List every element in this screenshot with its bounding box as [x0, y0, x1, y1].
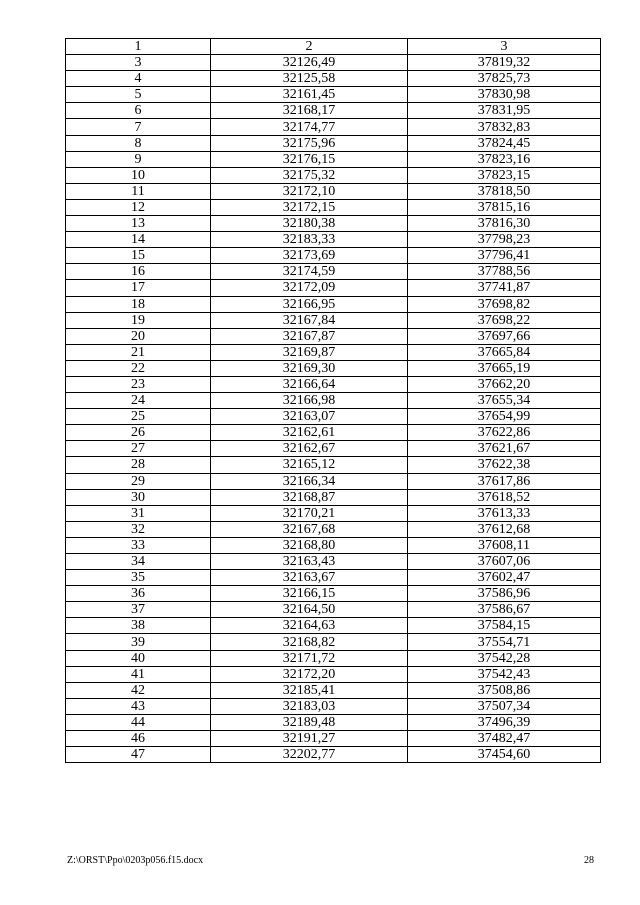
- point-number-cell: 25: [66, 409, 211, 425]
- y-coordinate-cell: 37607,06: [408, 554, 601, 570]
- x-coordinate-cell: 32171,72: [211, 650, 408, 666]
- point-number-cell: 20: [66, 328, 211, 344]
- x-coordinate-cell: 32165,12: [211, 457, 408, 473]
- y-coordinate-cell: 37542,43: [408, 666, 601, 682]
- y-coordinate-cell: 37608,11: [408, 537, 601, 553]
- x-coordinate-cell: 32191,27: [211, 731, 408, 747]
- x-coordinate-cell: 32172,20: [211, 666, 408, 682]
- y-coordinate-cell: 37622,38: [408, 457, 601, 473]
- point-number-cell: 11: [66, 183, 211, 199]
- point-number-cell: 24: [66, 393, 211, 409]
- y-coordinate-cell: 37825,73: [408, 71, 601, 87]
- table-row: [66, 441, 601, 457]
- y-coordinate-cell: 37823,15: [408, 167, 601, 183]
- table-row: [66, 312, 601, 328]
- footer-page-number: 28: [584, 855, 594, 866]
- table-row: [66, 376, 601, 392]
- x-coordinate-cell: 32185,41: [211, 682, 408, 698]
- point-number-cell: 5: [66, 87, 211, 103]
- table-row: [66, 425, 601, 441]
- point-number-cell: 39: [66, 634, 211, 650]
- y-coordinate-cell: 37602,47: [408, 570, 601, 586]
- table-row: [66, 360, 601, 376]
- point-number-cell: 30: [66, 489, 211, 505]
- x-coordinate-cell: 32174,59: [211, 264, 408, 280]
- point-number-cell: 46: [66, 731, 211, 747]
- table-row: [66, 409, 601, 425]
- point-number-cell: 6: [66, 103, 211, 119]
- x-coordinate-cell: 32126,49: [211, 55, 408, 71]
- table-row: [66, 199, 601, 215]
- x-coordinate-cell: 32168,80: [211, 537, 408, 553]
- table-row: [66, 167, 601, 183]
- x-coordinate-cell: 32166,15: [211, 586, 408, 602]
- x-coordinate-cell: 32172,15: [211, 199, 408, 215]
- y-coordinate-cell: 37819,32: [408, 55, 601, 71]
- y-coordinate-cell: 37798,23: [408, 232, 601, 248]
- y-coordinate-cell: 37584,15: [408, 618, 601, 634]
- point-number-cell: 32: [66, 521, 211, 537]
- x-coordinate-cell: 32168,87: [211, 489, 408, 505]
- y-coordinate-cell: 37831,95: [408, 103, 601, 119]
- y-coordinate-cell: 37818,50: [408, 183, 601, 199]
- y-coordinate-cell: 37554,71: [408, 634, 601, 650]
- point-number-cell: 31: [66, 505, 211, 521]
- point-number-cell: 41: [66, 666, 211, 682]
- point-number-cell: 23: [66, 376, 211, 392]
- table-row: [66, 747, 601, 763]
- point-number-cell: 38: [66, 618, 211, 634]
- table-row: [66, 393, 601, 409]
- x-coordinate-cell: 32175,96: [211, 135, 408, 151]
- y-coordinate-cell: 37698,82: [408, 296, 601, 312]
- y-coordinate-cell: 37507,34: [408, 698, 601, 714]
- x-coordinate-cell: 32163,67: [211, 570, 408, 586]
- y-coordinate-cell: 37824,45: [408, 135, 601, 151]
- y-coordinate-cell: 37665,19: [408, 360, 601, 376]
- table-row: [66, 232, 601, 248]
- y-coordinate-cell: 37665,84: [408, 344, 601, 360]
- x-coordinate-cell: 32183,33: [211, 232, 408, 248]
- point-number-cell: 15: [66, 248, 211, 264]
- point-number-cell: 28: [66, 457, 211, 473]
- point-number-cell: 17: [66, 280, 211, 296]
- x-coordinate-cell: 32167,84: [211, 312, 408, 328]
- point-number-cell: 37: [66, 602, 211, 618]
- point-number-cell: 42: [66, 682, 211, 698]
- table-row: [66, 682, 601, 698]
- y-coordinate-cell: 37542,28: [408, 650, 601, 666]
- y-coordinate-cell: 37788,56: [408, 264, 601, 280]
- point-number-cell: 22: [66, 360, 211, 376]
- table-row: [66, 135, 601, 151]
- point-number-cell: 16: [66, 264, 211, 280]
- x-coordinate-cell: 32163,07: [211, 409, 408, 425]
- y-coordinate-cell: 37586,96: [408, 586, 601, 602]
- x-coordinate-cell: 32162,61: [211, 425, 408, 441]
- x-coordinate-cell: 32176,15: [211, 151, 408, 167]
- table-row: [66, 296, 601, 312]
- point-number-cell: 29: [66, 473, 211, 489]
- y-coordinate-cell: 37621,67: [408, 441, 601, 457]
- x-coordinate-cell: 32174,77: [211, 119, 408, 135]
- point-number-cell: 13: [66, 216, 211, 232]
- point-number-cell: 40: [66, 650, 211, 666]
- table-row: [66, 570, 601, 586]
- point-number-cell: 35: [66, 570, 211, 586]
- x-coordinate-cell: 32166,64: [211, 376, 408, 392]
- point-number-cell: 27: [66, 441, 211, 457]
- x-coordinate-cell: 32169,87: [211, 344, 408, 360]
- x-coordinate-cell: 32170,21: [211, 505, 408, 521]
- table-row: [66, 602, 601, 618]
- point-number-cell: 43: [66, 698, 211, 714]
- x-coordinate-cell: 32166,34: [211, 473, 408, 489]
- y-coordinate-cell: 37823,16: [408, 151, 601, 167]
- y-coordinate-cell: 37622,86: [408, 425, 601, 441]
- x-coordinate-cell: 32162,67: [211, 441, 408, 457]
- x-coordinate-cell: 32161,45: [211, 87, 408, 103]
- point-number-cell: 47: [66, 747, 211, 763]
- x-coordinate-cell: 32172,09: [211, 280, 408, 296]
- table-row: [66, 119, 601, 135]
- x-coordinate-cell: 32169,30: [211, 360, 408, 376]
- y-coordinate-cell: 37741,87: [408, 280, 601, 296]
- y-coordinate-cell: 37662,20: [408, 376, 601, 392]
- y-coordinate-cell: 37586,67: [408, 602, 601, 618]
- point-number-cell: 44: [66, 714, 211, 730]
- table-row: [66, 473, 601, 489]
- table-row: [66, 457, 601, 473]
- table-row: [66, 280, 601, 296]
- table-row: [66, 71, 601, 87]
- x-coordinate-cell: 32189,48: [211, 714, 408, 730]
- y-coordinate-cell: 37816,30: [408, 216, 601, 232]
- table-row: [66, 698, 601, 714]
- table-row: [66, 248, 601, 264]
- y-coordinate-cell: 37832,83: [408, 119, 601, 135]
- y-coordinate-cell: 37655,34: [408, 393, 601, 409]
- point-number-cell: 26: [66, 425, 211, 441]
- y-coordinate-cell: 37617,86: [408, 473, 601, 489]
- point-number-cell: 14: [66, 232, 211, 248]
- point-number-cell: 9: [66, 151, 211, 167]
- table-row: [66, 537, 601, 553]
- x-coordinate-cell: 32172,10: [211, 183, 408, 199]
- y-coordinate-cell: 37618,52: [408, 489, 601, 505]
- y-coordinate-cell: 37796,41: [408, 248, 601, 264]
- y-coordinate-cell: 37815,16: [408, 199, 601, 215]
- y-coordinate-cell: 37654,99: [408, 409, 601, 425]
- table-row: [66, 328, 601, 344]
- point-number-cell: 8: [66, 135, 211, 151]
- x-coordinate-cell: 32166,95: [211, 296, 408, 312]
- table-row: [66, 264, 601, 280]
- coordinates-table: [65, 38, 601, 763]
- point-number-cell: 4: [66, 71, 211, 87]
- x-coordinate-cell: 32183,03: [211, 698, 408, 714]
- point-number-cell: 21: [66, 344, 211, 360]
- table-row: [66, 87, 601, 103]
- table-row: [66, 344, 601, 360]
- header-cell-2: 2: [211, 39, 408, 55]
- table-row: [66, 554, 601, 570]
- table-row: [66, 216, 601, 232]
- point-number-cell: 19: [66, 312, 211, 328]
- x-coordinate-cell: 32164,50: [211, 602, 408, 618]
- y-coordinate-cell: 37496,39: [408, 714, 601, 730]
- y-coordinate-cell: 37482,47: [408, 731, 601, 747]
- footer-file-path: Z:\ORST\Ppo\0203p056.f15.docx: [67, 855, 204, 866]
- y-coordinate-cell: 37508,86: [408, 682, 601, 698]
- table-row: [66, 731, 601, 747]
- table-row: [66, 521, 601, 537]
- point-number-cell: 12: [66, 199, 211, 215]
- table-row: [66, 505, 601, 521]
- table-row: [66, 586, 601, 602]
- table-row: [66, 714, 601, 730]
- x-coordinate-cell: 32163,43: [211, 554, 408, 570]
- table-header-row: [66, 39, 601, 55]
- x-coordinate-cell: 32167,68: [211, 521, 408, 537]
- table-row: [66, 666, 601, 682]
- x-coordinate-cell: 32180,38: [211, 216, 408, 232]
- table-body: [66, 39, 601, 763]
- point-number-cell: 34: [66, 554, 211, 570]
- table-row: [66, 55, 601, 71]
- point-number-cell: 33: [66, 537, 211, 553]
- x-coordinate-cell: 32168,82: [211, 634, 408, 650]
- table-row: [66, 151, 601, 167]
- x-coordinate-cell: 32166,98: [211, 393, 408, 409]
- x-coordinate-cell: 32125,58: [211, 71, 408, 87]
- table-row: [66, 618, 601, 634]
- header-cell-1: 1: [66, 39, 211, 55]
- point-number-cell: 3: [66, 55, 211, 71]
- table-row: [66, 103, 601, 119]
- header-cell-3: 3: [408, 39, 601, 55]
- table-row: [66, 489, 601, 505]
- y-coordinate-cell: 37698,22: [408, 312, 601, 328]
- y-coordinate-cell: 37613,33: [408, 505, 601, 521]
- x-coordinate-cell: 32167,87: [211, 328, 408, 344]
- table-row: [66, 634, 601, 650]
- x-coordinate-cell: 32173,69: [211, 248, 408, 264]
- y-coordinate-cell: 37830,98: [408, 87, 601, 103]
- table-row: [66, 183, 601, 199]
- y-coordinate-cell: 37454,60: [408, 747, 601, 763]
- point-number-cell: 18: [66, 296, 211, 312]
- y-coordinate-cell: 37612,68: [408, 521, 601, 537]
- x-coordinate-cell: 32164,63: [211, 618, 408, 634]
- x-coordinate-cell: 32168,17: [211, 103, 408, 119]
- y-coordinate-cell: 37697,66: [408, 328, 601, 344]
- point-number-cell: 7: [66, 119, 211, 135]
- x-coordinate-cell: 32202,77: [211, 747, 408, 763]
- table-row: [66, 650, 601, 666]
- point-number-cell: 36: [66, 586, 211, 602]
- x-coordinate-cell: 32175,32: [211, 167, 408, 183]
- point-number-cell: 10: [66, 167, 211, 183]
